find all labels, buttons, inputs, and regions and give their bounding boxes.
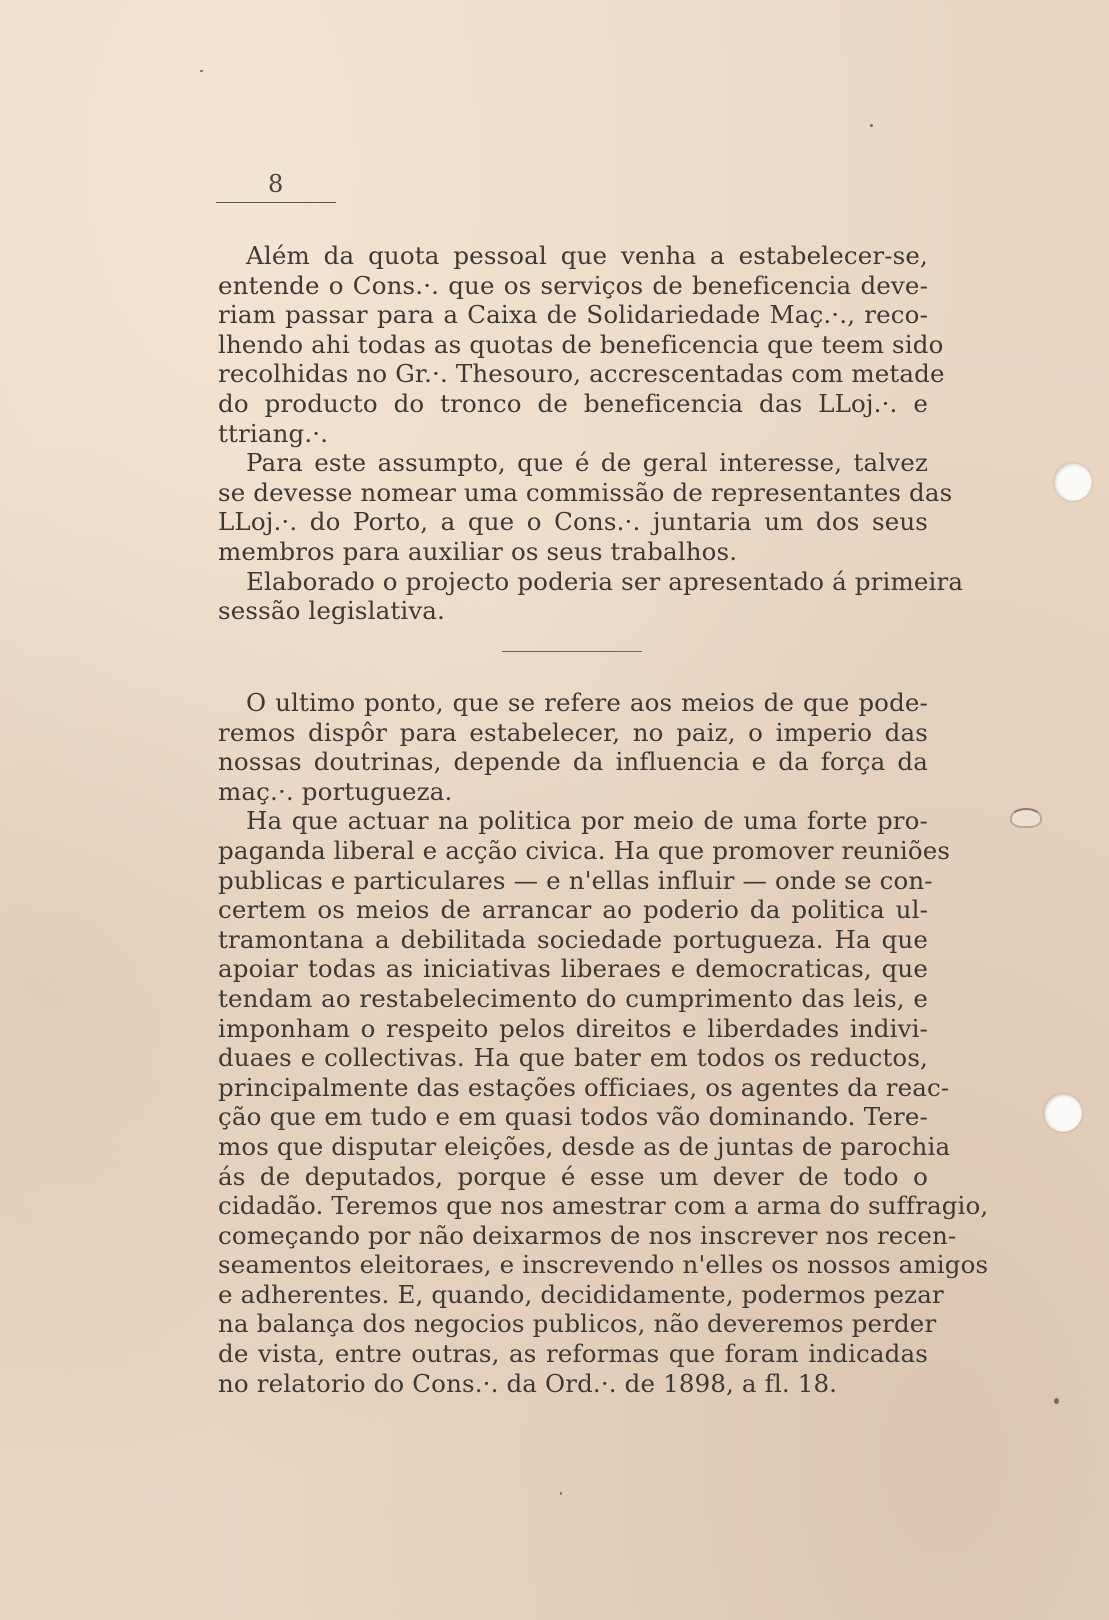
text-line: O ultimo ponto, que se refere aos meios de que pode- [246,688,928,717]
punch-hole [1044,1094,1082,1132]
text-line: Ha que actuar na politica por meio de uma forte pro- [246,806,928,836]
text-line: ttriang.·. [218,418,329,448]
paragraph-4 [218,688,928,806]
text-line: mos que disputar eleições, desde as de juntas de parochia [218,1131,951,1161]
paper-speck [1054,1398,1059,1404]
paragraph-3 [218,566,964,626]
text-line: recolhidas no Gr.·. Thesouro, accrescentadas com metade [218,359,945,389]
text-line: se devesse nomear uma commissão de representantes das [218,477,953,507]
text-section-2 [218,688,989,1398]
text-line: LLoj.·. do Porto, a que o Cons.·. juntaria um dos seus [218,507,928,537]
text-line: do producto do tronco de beneficencia das LLoj.·. e [218,388,928,418]
paragraph-2 [218,448,953,566]
text-line: membros para auxiliar os seus trabalhos. [218,536,738,566]
text-line: duaes e collectivas. Ha que bater em todos os reductos, [218,1043,928,1073]
text-section-1 [218,241,964,626]
text-line: maç.·. portugueza. [218,776,453,806]
text-line: e adherentes. E, quando, decididamente, podermos pezar [218,1279,944,1309]
text-line: ção que em tudo e em quasi todos vão dominando. Tere- [218,1102,928,1132]
text-line: publicas e particulares — e n'ellas influir — onde se con- [218,865,933,895]
section-separator [502,651,642,652]
text-line: tramontana a debilitada sociedade portugueza. Ha que [218,924,928,954]
text-line: lhendo ahi todas as quotas de beneficencia que teem sido [218,329,944,359]
text-line: entende o Cons.·. que os serviços de beneficencia deve- [218,270,928,300]
paper-speck [200,70,203,72]
text-line: riam passar para a Caixa de Solidariedade Maç.·., reco- [218,300,928,330]
text-line: na balança dos negocios publicos, não deveremos perder [218,1309,937,1339]
text-line: começando por não deixarmos de nos inscrever nos recen- [218,1220,957,1250]
text-line: no relatorio do Cons.·. da Ord.·. de 1898, a fl. 18. [218,1368,838,1398]
paper-speck [870,124,873,127]
text-line: tendam ao restabelecimento do cumprimento das leis, e [218,983,928,1013]
header-rule [216,202,336,203]
text-line: ás de deputados, porque é esse um dever de todo o [218,1161,928,1191]
paper-speck [560,1492,562,1495]
text-line: cidadão. Teremos que nos amestrar com a arma do suffragio, [218,1191,989,1221]
paragraph-5 [218,806,989,1398]
text-line: paganda liberal e acção civica. Ha que promover reuniões [218,835,951,865]
text-line: sessão legislativa. [218,596,445,626]
text-line: imponham o respeito pelos direitos e liberdades indivi- [218,1013,928,1043]
text-line: principalmente das estações officiaes, os agentes da reac- [218,1072,950,1102]
text-line: Elaborado o projecto poderia ser apresentado á primeira [246,566,964,596]
paper-clip-mark [1010,808,1042,828]
text-line: Para este assumpto, que é de geral interesse, talvez [246,448,928,478]
paragraph-1 [218,241,945,448]
text-line: nossas doutrinas, depende da influencia e da força da [218,747,928,777]
text-line: certem os meios de arrancar ao poderio da politica ul- [218,895,928,925]
text-line: seamentos eleitoraes, e inscrevendo n'elles os nossos amigos [218,1250,989,1280]
text-line: de vista, entre outras, as reformas que foram indicadas [218,1339,928,1369]
text-line: remos dispôr para estabelecer, no paiz, o imperio das [218,717,928,747]
page-number: 8 [268,170,284,198]
text-line: Além da quota pessoal que venha a estabelecer-se, [246,241,928,270]
punch-hole [1054,463,1092,501]
text-line: apoiar todas as iniciativas liberaes e democraticas, que [218,954,928,984]
